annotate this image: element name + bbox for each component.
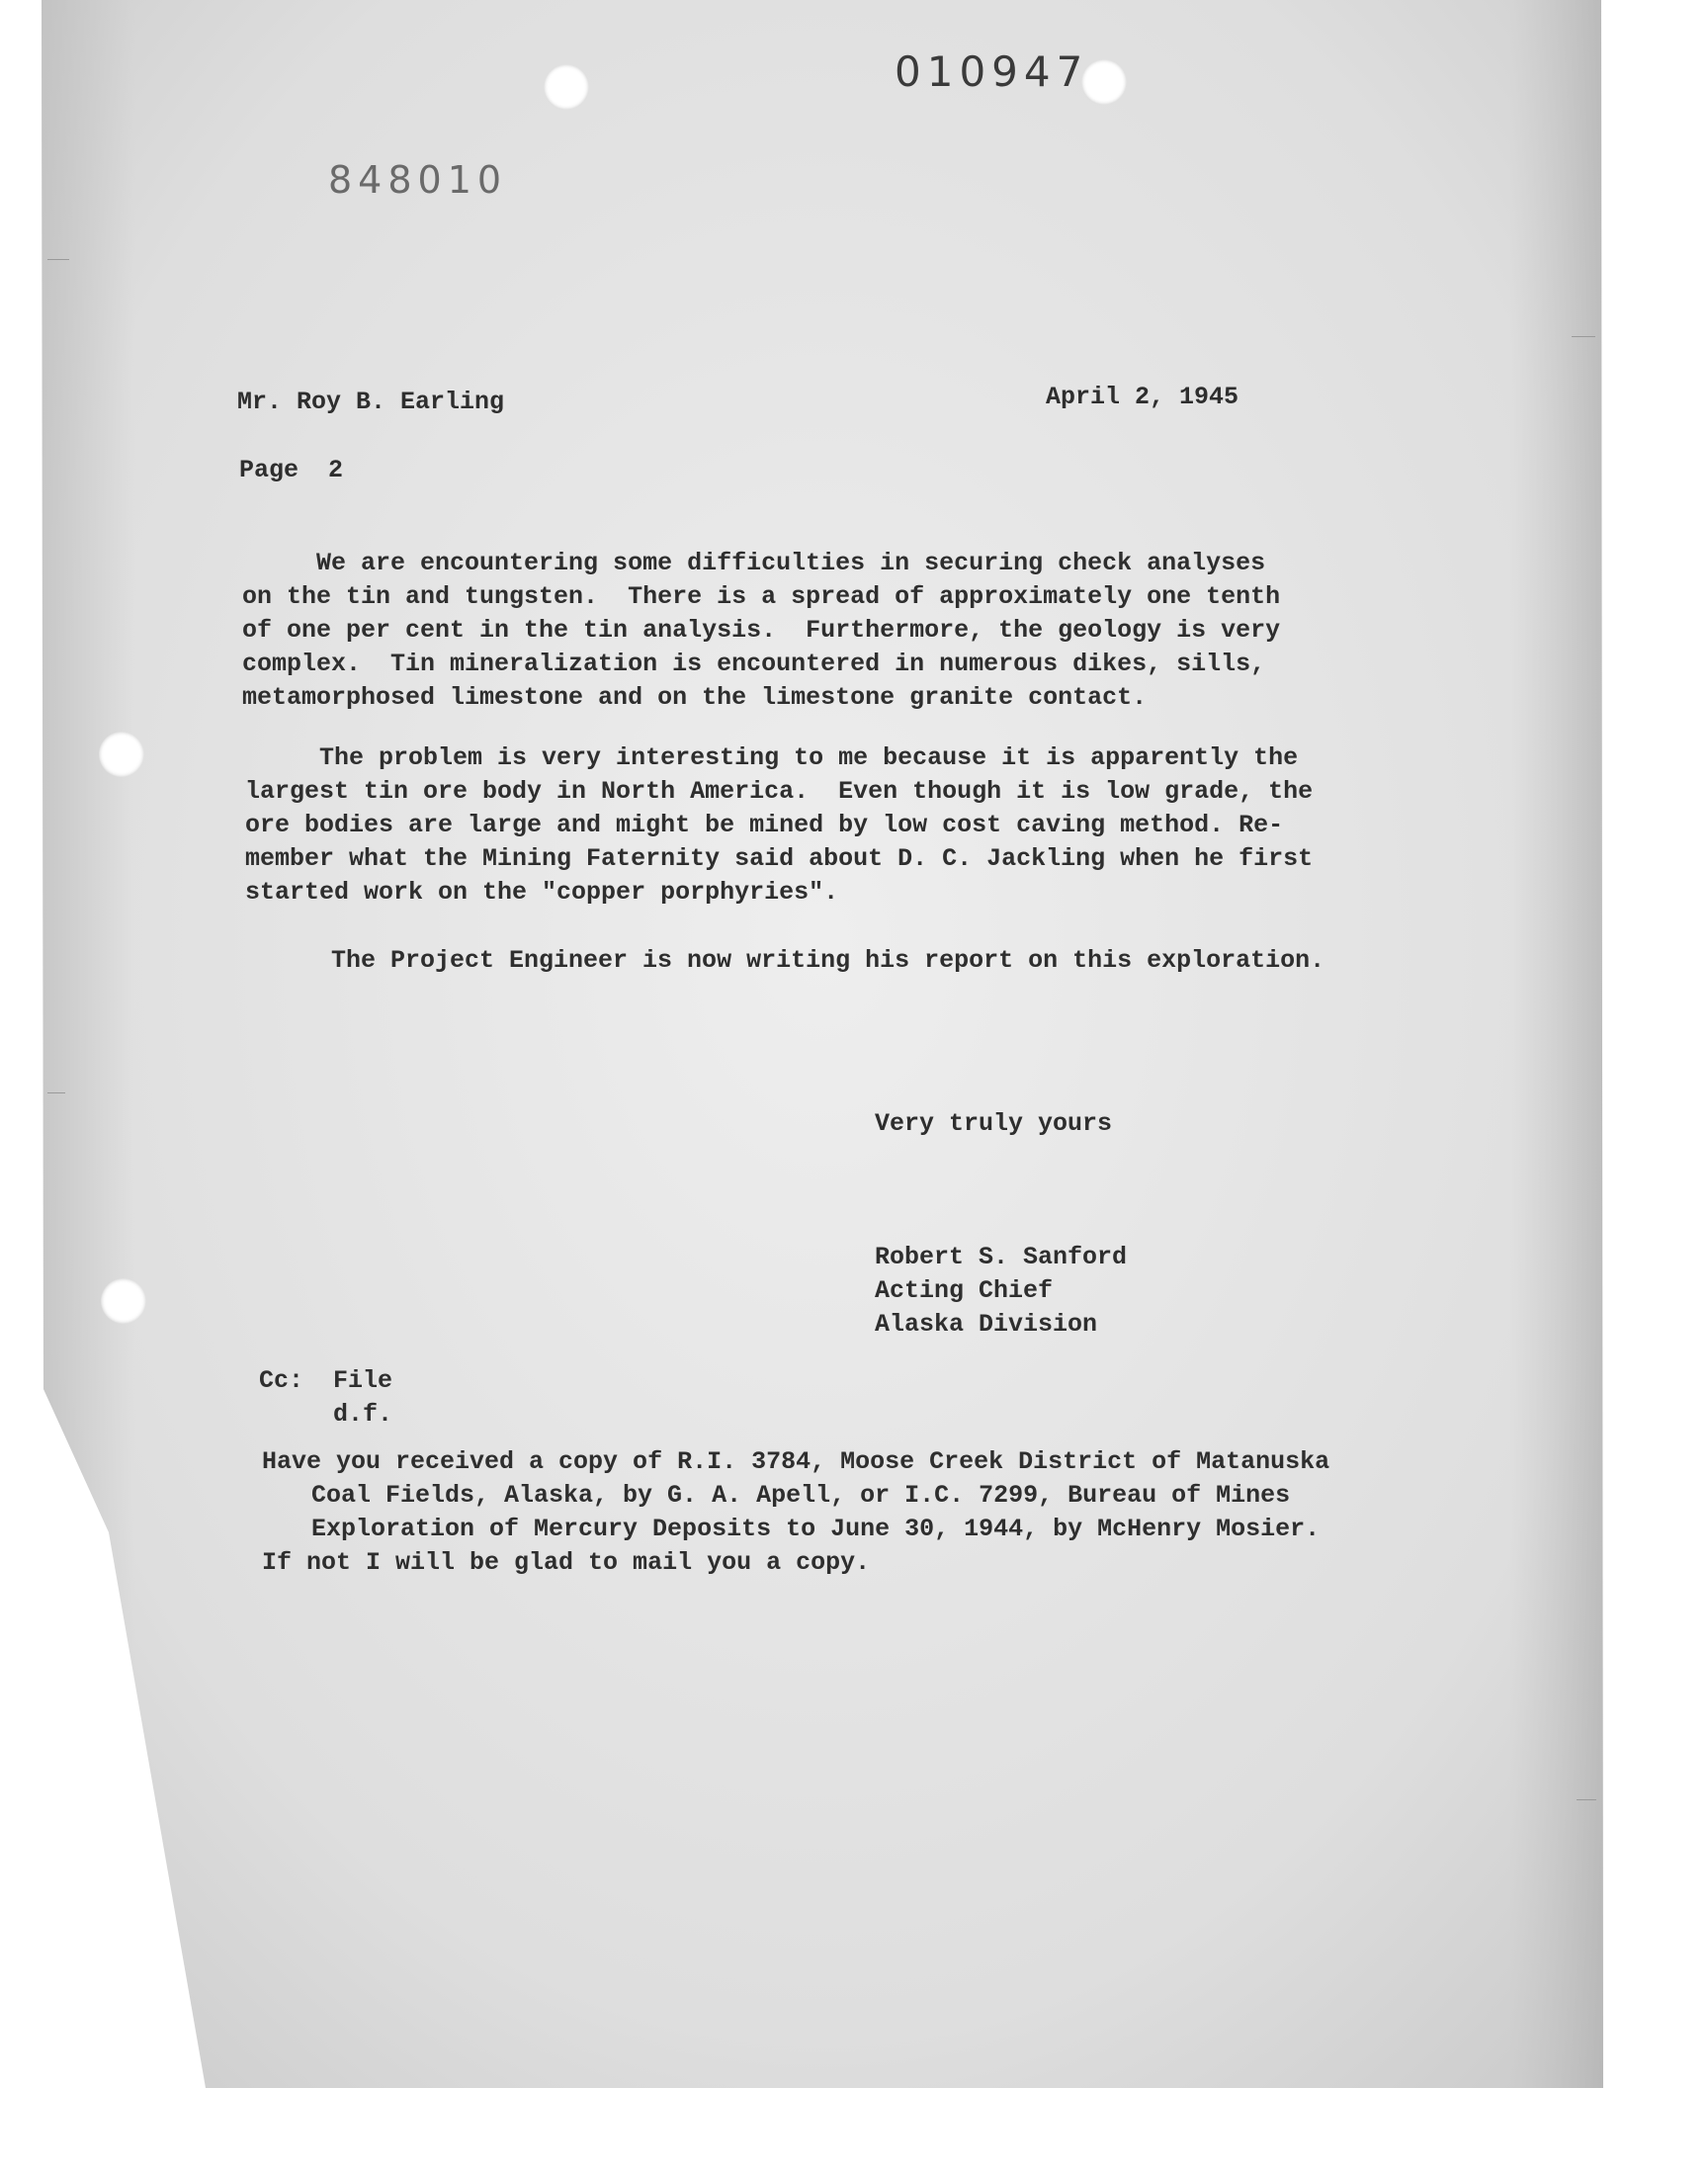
- cc-label: Cc:: [259, 1366, 304, 1395]
- document-number-stamp: 010947: [895, 47, 1089, 96]
- file-number-stamp: 848010: [328, 158, 508, 202]
- signature-block: [875, 1241, 1127, 1342]
- text-line: started work on the "copper porphyries".: [245, 878, 839, 907]
- text-line: member what the Mining Faternity said about D. C. Jackling when he first: [245, 844, 1314, 873]
- body-paragraph-3: [331, 944, 1324, 978]
- text-line: The Project Engineer is now writing his report on this exploration.: [331, 946, 1325, 975]
- text-line: metamorphosed limestone and on the limestone granite contact.: [242, 683, 1148, 712]
- signer-division: Alaska Division: [875, 1310, 1098, 1339]
- text-line: largest tin ore body in North America. Even though it is low grade, the: [245, 777, 1314, 806]
- punch-hole-left-upper: [99, 732, 144, 777]
- cc-second-line: [259, 1398, 392, 1432]
- text-line: The problem is very interesting to me because it is apparently the: [245, 743, 1299, 772]
- text-line: We are encountering some difficulties in securing check analyses: [242, 549, 1266, 577]
- cc-item: File: [333, 1366, 393, 1395]
- margin-mark: [47, 259, 69, 260]
- signer-name: Robert S. Sanford: [875, 1243, 1128, 1271]
- page-number: Page 2: [239, 456, 344, 484]
- text-line: Coal Fields, Alaska, by G. A. Apell, or I.C. 7299, Bureau of Mines: [311, 1481, 1291, 1510]
- closing: Very truly yours: [875, 1109, 1113, 1138]
- cc-block: [259, 1364, 392, 1432]
- margin-mark: [47, 1092, 65, 1093]
- addressee: Mr. Roy B. Earling: [237, 388, 505, 416]
- text-line: Exploration of Mercury Deposits to June 30, 1944, by McHenry Mosier.: [311, 1515, 1321, 1543]
- letter-date: April 2, 1945: [1046, 383, 1239, 411]
- body-paragraph-2: [245, 741, 1313, 910]
- signer-title: Acting Chief: [875, 1276, 1054, 1305]
- text-line: on the tin and tungsten. There is a spread of approximately one tenth: [242, 582, 1281, 611]
- text-line: ore bodies are large and might be mined by low cost caving method. Re-: [245, 811, 1284, 839]
- cc-item: d.f.: [333, 1400, 393, 1429]
- body-paragraph-1: [242, 547, 1280, 715]
- text-line: complex. Tin mineralization is encountered in numerous dikes, sills,: [242, 650, 1266, 678]
- margin-mark: [1577, 1799, 1596, 1800]
- cc-first-line: [259, 1364, 392, 1398]
- punch-hole-top-left: [544, 64, 589, 110]
- text-line: of one per cent in the tin analysis. Furthermore, the geology is very: [242, 616, 1281, 645]
- punch-hole-left-lower: [101, 1278, 146, 1324]
- text-line: Have you received a copy of R.I. 3784, Moose Creek District of Matanuska: [262, 1447, 1330, 1476]
- paper-edge-shade: [42, 0, 1603, 2088]
- postscript: [262, 1445, 1329, 1580]
- text-line: If not I will be glad to mail you a copy.: [262, 1548, 871, 1577]
- margin-mark: [1572, 336, 1595, 337]
